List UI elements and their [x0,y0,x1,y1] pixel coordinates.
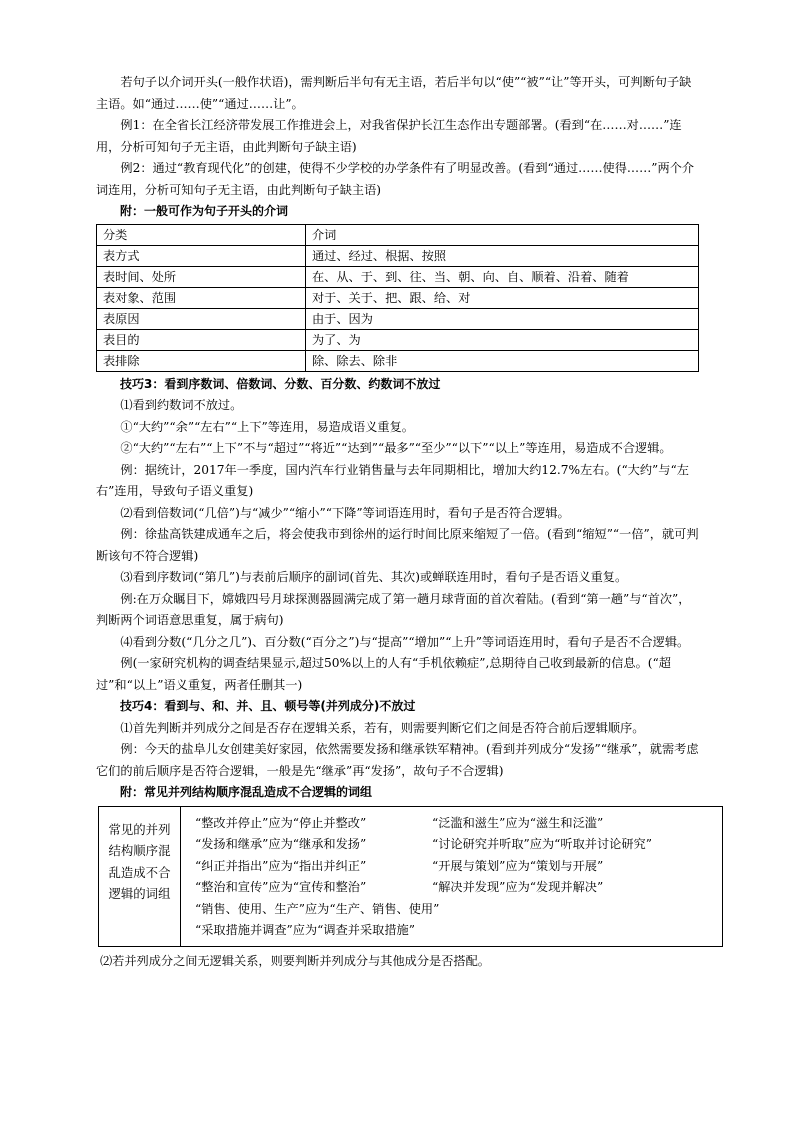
tip3-point-1b: ②“大约”“左右”“上下”不与“超过”“将近”“达到”“最多”“至少”“以下”“以上”等连用，易造成不合逻辑。 [120,441,672,455]
table-header-cell: 分类 [97,224,306,245]
table-row [97,266,699,287]
list-item [195,920,652,942]
word-pair: “解决并发现”应为“发现并解决” [432,880,604,894]
example-2: 例2：通过“教育现代化”的创建，使得不少学校的办学条件有了明显改善。(看到“通过……使得……”两个介词连用，分析可知句子无主语，由此判断句子缺主语) [96,161,695,197]
tip3-example-3: 例:在万众瞩目下，嫦娥四号月球探测器圆满完成了第一趟月球背面的首次着陆。(看到“第一趟”与“首次”，判断两个词语意思重复，属于病句) [96,591,691,627]
list-item [195,834,652,856]
table-row [97,308,699,329]
table-header-cell: 介词 [306,224,699,245]
word-pair: “泛滥和滋生”应为“滋生和泛滥” [432,815,604,830]
tip3-point-1: ⑴看到约数词不放过。 [120,398,243,412]
tip3-point-3: ⑶看到序数词(“第几”)与表前后顺序的副词(首先、其次)或蝉联连用时，看句子是否语义重复。 [120,570,628,584]
table-cell-category: 表排除 [97,350,306,371]
table-cell-prepositions: 在、从、于、到、往、当、朝、向、自、顺着、沿着、随着 [306,266,699,287]
tip3-example-4: 例(一家研究机构的调查结果显示,超过50%以上的人有“手机依赖症”,总期待自己收到最新的信息。(“超过”和“以上”语义重复，两者任删其一) [96,656,671,692]
table-cell-category: 表方式 [97,245,306,266]
word-pair: “整治和宣传”应为“宣传和整治” [195,880,367,894]
table-row [97,350,699,371]
word-group-list [181,807,658,946]
word-pair: “讨论研究并听取”应为“听取并讨论研究” [432,837,652,851]
tip3-point-1a: ①“大约”“余”“左右”“上下”等连用，易造成语义重复。 [120,419,414,434]
word-pair: “纠正并指出”应为“指出并纠正” [195,858,367,873]
table-cell-category: 表原因 [97,308,306,329]
word-group-heading: 附：常见并列结构顺序混乱造成不合逻辑的词组 [120,785,373,799]
list-item [195,856,652,878]
tip3-point-4: ⑷看到分数(“几分之几”)、百分数(“百分之”)与“提高”“增加”“上升”等词语连用时，看句子是否不合逻辑。 [120,634,690,649]
word-group-label: 常见的并列结构顺序混乱造成不合逻辑的词组 [99,807,181,946]
table-cell-category: 表对象、范围 [97,287,306,308]
table-cell-category: 表目的 [97,329,306,350]
table-cell-prepositions: 对于、关于、把、跟、给、对 [306,287,699,308]
example-1: 例1：在全省长江经济带发展工作推进会上，对我省保护长江生态作出专题部署。(看到“在……对……”连用，分析可知句子无主语，由此判断句子缺主语) [96,118,682,154]
tip4-example-1: 例：今天的盐阜儿女创建美好家园，依然需要发扬和继承铁军精神。(看到并列成分“发扬”“继承”，就需考虑它们的前后顺序是否符合逻辑，一般是先“继承”再“发扬”，故句子不合逻辑) [96,742,699,778]
table-cell-prepositions: 除、除去、除非 [306,350,699,371]
tip3-example-2: 例：徐盐高铁建成通车之后，将会使我市到徐州的运行时间比原来缩短了一倍。(看到“缩短”“一倍”，就可判断该句不符合逻辑) [96,527,699,563]
word-pair: “开展与策划”应为“策划与开展” [432,858,604,873]
table-cell-category: 表时间、处所 [97,266,306,287]
tip4-heading: 技巧4：看到与、和、并、且、顿号等(并列成分)不放过 [120,699,416,713]
table-row [97,329,699,350]
intro-paragraph: 若句子以介词开头(一般作状语)，需判断后半句有无主语，若后半句以“使”“被”“让”等开头，可判断句子缺主语。如“通过……使”“通过……让”。 [96,75,692,111]
tip3-example-1: 例：据统计，2017年一季度，国内汽车行业销售量与去年同期相比，增加大约12.7%左右。(“大约”与“左右”连用，导致句子语义重复) [96,462,689,498]
list-item [195,899,652,921]
table-row [97,287,699,308]
prep-table-heading: 附：一般可作为句子开头的介词 [120,204,289,218]
list-item [195,877,652,899]
word-group-box [98,806,723,947]
word-pair: “采取措施并调查”应为“调查并采取措施” [195,923,415,937]
table-row [97,245,699,266]
tip3-heading: 技巧3：看到序数词、倍数词、分数、百分数、约数词不放过 [120,376,441,391]
tip3-point-2: ⑵看到倍数词(“几倍”)与“减少”“缩小”“下降”等词语连用时，看句子是否符合逻辑。 [120,505,570,520]
preposition-table [96,224,699,372]
tip4-point-2: ⑵若并列成分之间无逻辑关系，则要判断并列成分与其他成分是否搭配。 [100,953,490,968]
tip4-point-1: ⑴首先判断并列成分之间是否存在逻辑关系，若有，则需要判断它们之间是否符合前后逻辑顺序。 [120,720,645,735]
word-pair: “发扬和继承”应为“继承和发扬” [195,837,367,851]
table-cell-prepositions: 通过、经过、根据、按照 [306,245,699,266]
document-page [96,72,699,972]
word-pair: “整改并停止”应为“停止并整改” [195,815,367,830]
table-cell-prepositions: 由于、因为 [306,308,699,329]
table-cell-prepositions: 为了、为 [306,329,699,350]
list-item [195,813,652,835]
table-header-row [97,224,699,245]
word-pair: “销售、使用、生产”应为“生产、销售、使用” [195,901,440,916]
